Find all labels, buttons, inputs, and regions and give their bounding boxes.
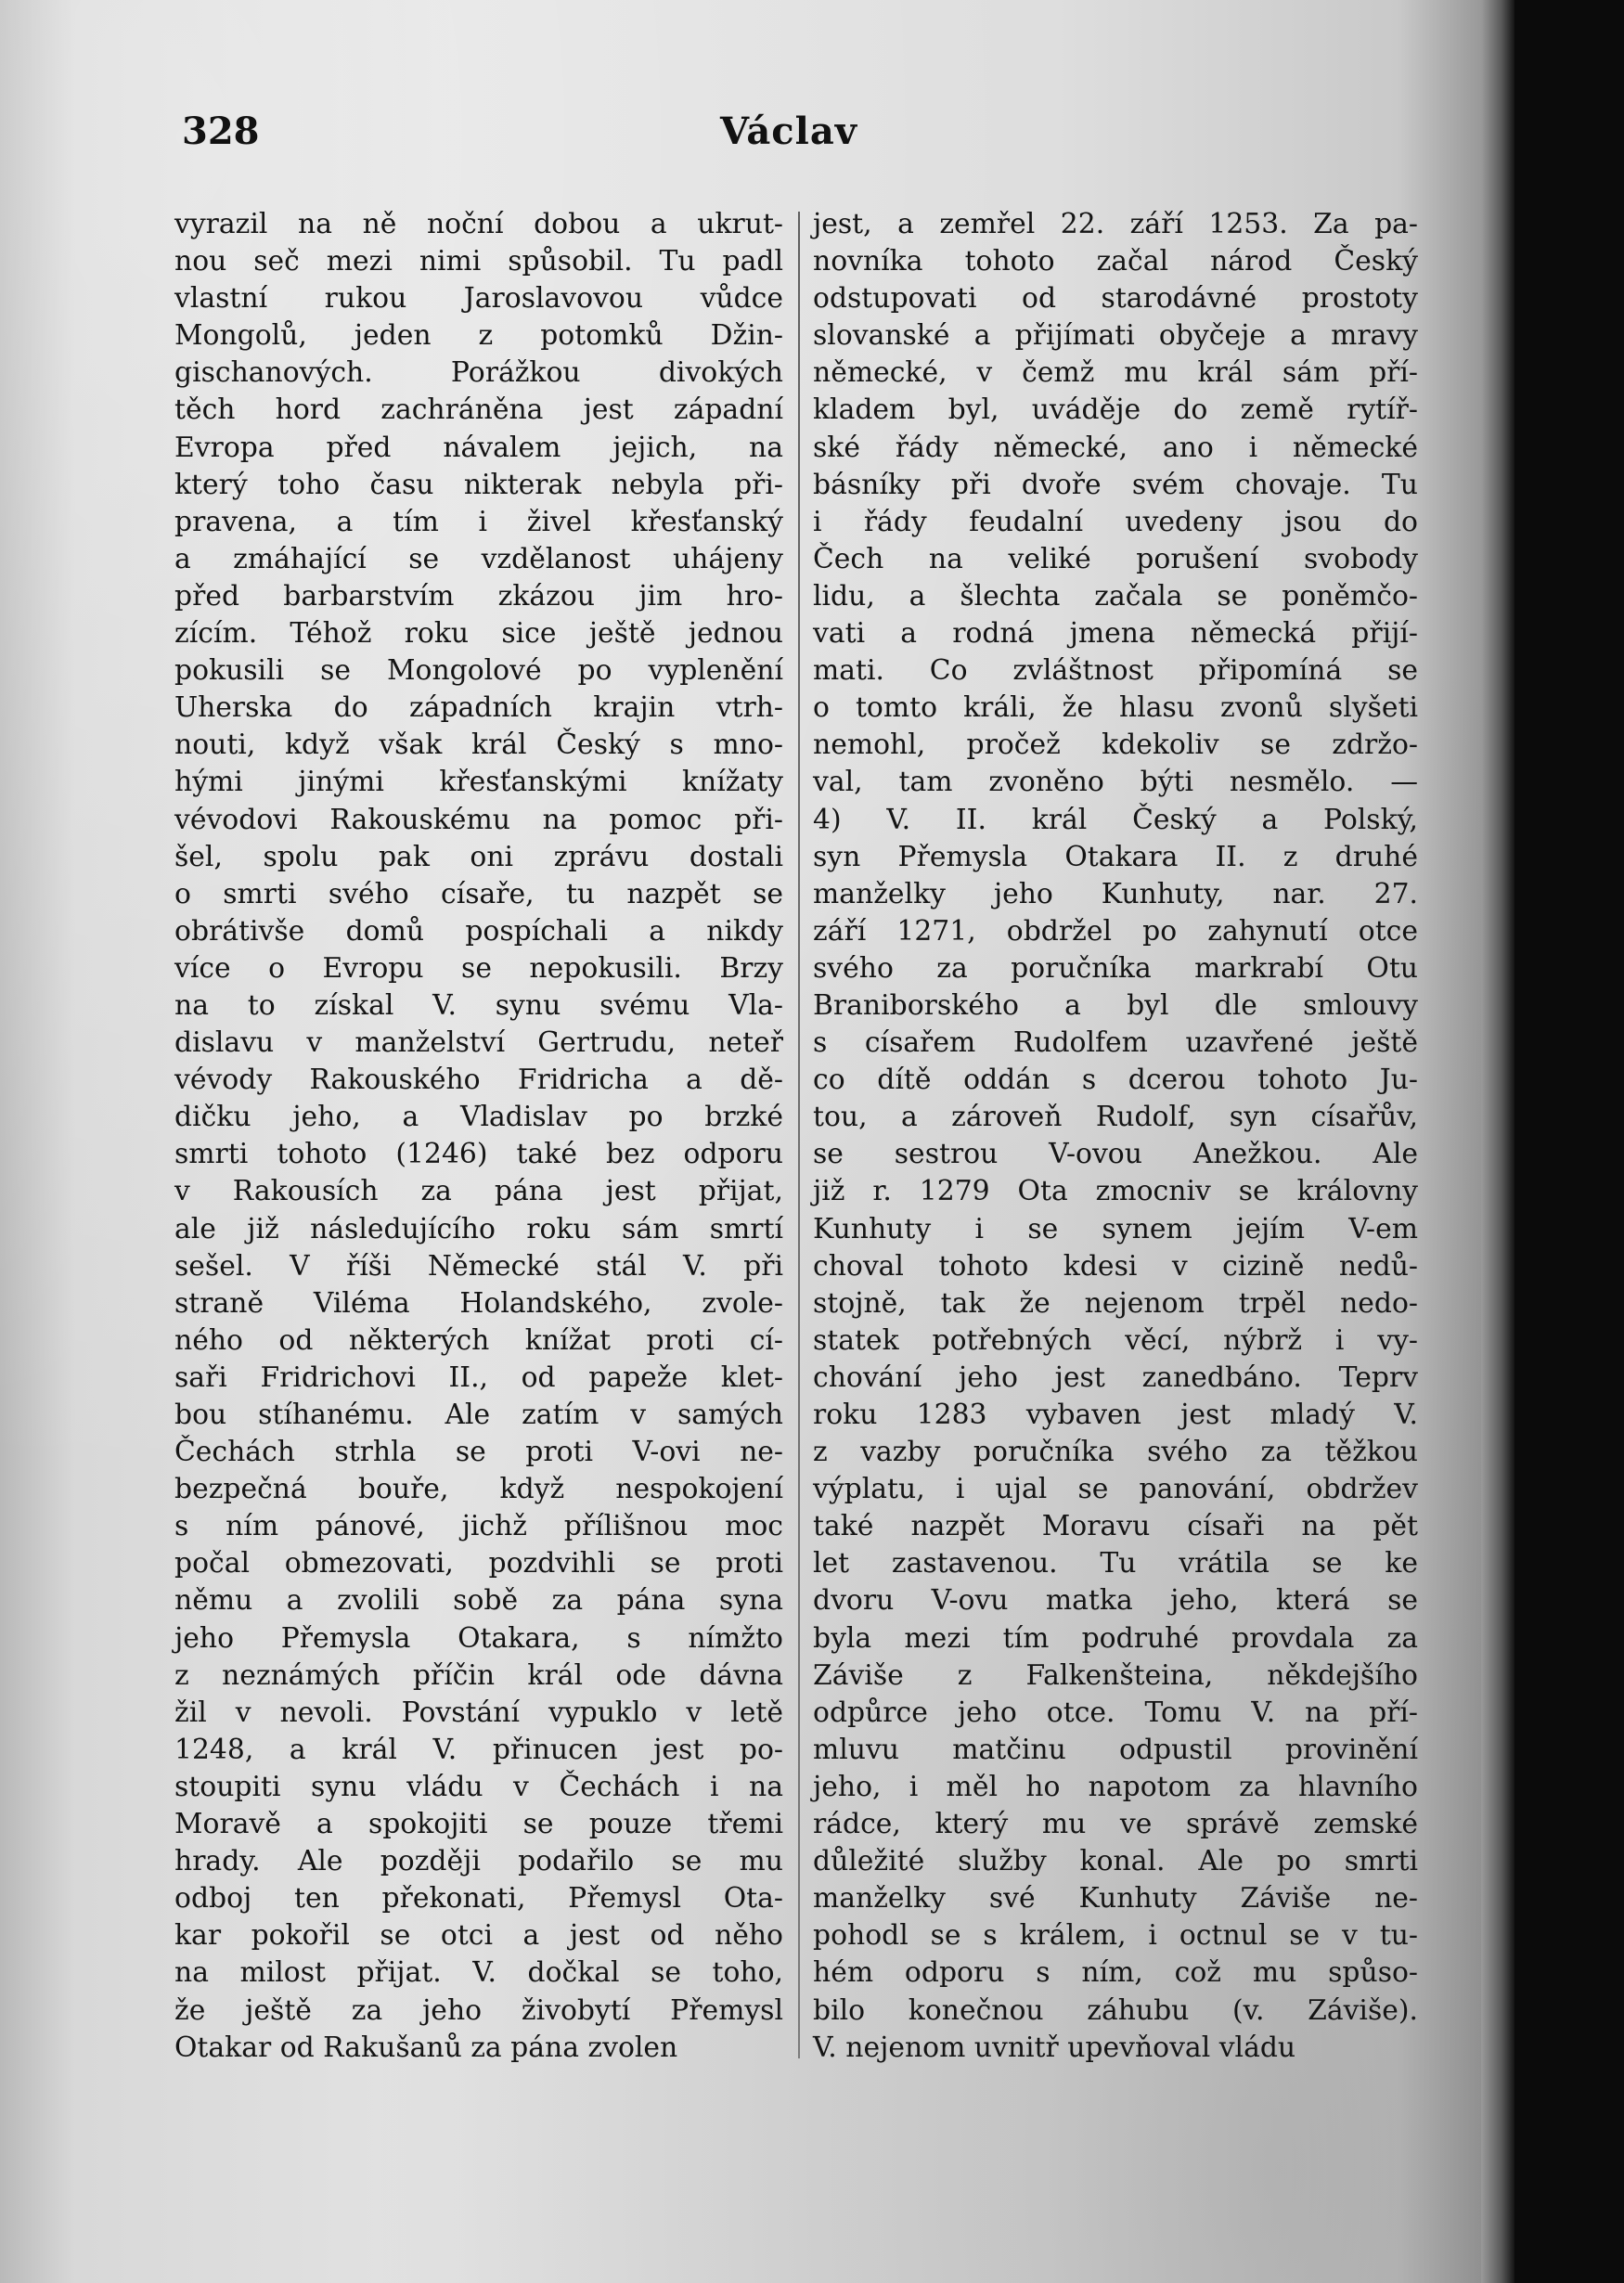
text-line: slovanské a přijímati obyčeje a mravy (813, 319, 1418, 353)
text-line: hém odporu s ním, což mu spůso- (813, 1956, 1418, 1990)
text-line: Uherska do západních krajin vtrh- (174, 691, 783, 725)
text-line: odpůrce jeho otce. Tomu V. na pří- (813, 1696, 1418, 1729)
text-line: manželky své Kunhuty Záviše ne- (813, 1882, 1418, 1915)
text-line: již r. 1279 Ota zmocniv se královny (813, 1175, 1418, 1208)
text-column-left (174, 206, 783, 2067)
text-line: hými jinými křesťanskými knížaty (174, 766, 783, 799)
text-line: pravena, a tím i živel křesťanský (174, 505, 783, 538)
text-line: nemohl, pročež kdekoliv se zdržo- (813, 729, 1418, 762)
text-line: odboj ten překonati, Přemysl Ota- (174, 1882, 783, 1915)
text-line: nouti, když však král Český s mno- (174, 729, 783, 762)
text-line: o tomto králi, že hlasu zvonů slyšeti (813, 691, 1418, 725)
running-head: Václav (720, 110, 857, 153)
text-line: důležité služby konal. Ale po smrti (813, 1845, 1418, 1878)
text-line: pokusili se Mongolové po vyplenění (174, 654, 783, 688)
text-line: více o Evropu se nepokusili. Brzy (174, 951, 783, 985)
text-line: let zastavenou. Tu vrátila se ke (813, 1547, 1418, 1580)
text-line: lidu, a šlechta začala se poněmčo- (813, 579, 1418, 613)
text-line: se sestrou V-ovou Anežkou. Ale (813, 1138, 1418, 1171)
text-line: val, tam zvoněno býti nesmělo. — (813, 766, 1418, 799)
text-line: z neznámých příčin král ode dávna (174, 1658, 783, 1692)
text-line: ské řády německé, ano i německé (813, 431, 1418, 464)
text-line: německé, v čemž mu král sám pří- (813, 356, 1418, 390)
text-line: gischanových. Porážkou divokých (174, 356, 783, 390)
text-line: a zmáhající se vzdělanost uhájeny (174, 542, 783, 575)
text-line: Kunhuty i se synem jejím V-em (813, 1212, 1418, 1245)
text-line: žil v nevoli. Povstání vypuklo v letě (174, 1696, 783, 1729)
text-line: roku 1283 vybaven jest mladý V. (813, 1399, 1418, 1431)
text-line: bilo konečnou záhubu (v. Záviše). (813, 1993, 1418, 2027)
text-line: Braniborského a byl dle smlouvy (813, 988, 1418, 1022)
text-line: září 1271, obdržel po zahynutí otce (813, 914, 1418, 948)
text-line: před barbarstvím zkázou jim hro- (174, 579, 783, 613)
text-line: svého za poručníka markrabí Otu (813, 951, 1418, 985)
page-edge-shadow (1481, 0, 1514, 2283)
text-line: vévodovi Rakouskému na pomoc při- (174, 803, 783, 836)
text-line: který toho času nikterak nebyla při- (174, 468, 783, 501)
text-line: pohodl se s králem, i octnul se v tu- (813, 1919, 1418, 1953)
text-line: že ještě za jeho živobytí Přemysl (174, 1993, 783, 2027)
text-line: vévody Rakouského Fridricha a dě- (174, 1064, 783, 1097)
text-line: straně Viléma Holandského, zvole- (174, 1286, 783, 1320)
text-line: kar pokořil se otci a jest od něho (174, 1919, 783, 1953)
text-line: syn Přemysla Otakara II. z druhé (813, 840, 1418, 873)
text-line: jeho Přemysla Otakara, s nímžto (174, 1621, 783, 1655)
text-line: jeho, i měl ho napotom za hlavního (813, 1770, 1418, 1803)
text-line: stojně, tak že nejenom trpěl nedo- (813, 1286, 1418, 1320)
text-line: s ním pánové, jichž přílišnou moc (174, 1510, 783, 1543)
text-line: mati. Co zvláštnost připomíná se (813, 654, 1418, 688)
text-line: dvoru V-ovu matka jeho, která se (813, 1584, 1418, 1618)
text-line: z vazby poručníka svého za těžkou (813, 1436, 1418, 1469)
text-line: tou, a zároveň Rudolf, syn císařův, (813, 1101, 1418, 1134)
text-line: také nazpět Moravu císaři na pět (813, 1510, 1418, 1543)
text-line: zícím. Téhož roku sice ještě jednou (174, 617, 783, 651)
text-line: byla mezi tím podruhé provdala za (813, 1621, 1418, 1655)
text-line: chování jeho jest zanedbáno. Teprv (813, 1361, 1418, 1394)
text-line: hrady. Ale později podařilo se mu (174, 1845, 783, 1878)
text-line: i řády feudalní uvedeny jsou do (813, 505, 1418, 538)
text-line: dislavu v manželství Gertrudu, neteř (174, 1026, 783, 1060)
text-line: bou stíhanému. Ale zatím v samých (174, 1399, 783, 1431)
text-line: statek potřebných věcí, nýbrž i vy- (813, 1323, 1418, 1357)
text-line: Záviše z Falkenšteina, někdejšího (813, 1658, 1418, 1692)
text-line: 1248, a král V. přinucen jest po- (174, 1733, 783, 1766)
text-line: V. nejenom uvnitř upevňoval vládu (813, 2031, 1296, 2064)
text-line: sešel. V říši Německé stál V. při (174, 1249, 783, 1283)
text-line: Mongolů, jeden z potomků Džin- (174, 319, 783, 353)
text-line: odstupovati od starodávné prostoty (813, 282, 1418, 316)
text-line: obrátivše domů pospíchali a nikdy (174, 914, 783, 948)
text-line: těch hord zachráněna jest západní (174, 393, 783, 427)
text-line: vyrazil na ně noční dobou a ukrut- (174, 208, 783, 240)
text-line: novníka tohoto začal národ Český (813, 245, 1418, 278)
text-line: Moravě a spokojiti se pouze třemi (174, 1808, 783, 1841)
page-number: 328 (182, 110, 260, 153)
text-line: saři Fridrichovi II., od papeže klet- (174, 1361, 783, 1394)
text-line: na milost přijat. V. dočkal se toho, (174, 1956, 783, 1990)
text-line: smrti tohoto (1246) také bez odporu (174, 1138, 783, 1171)
text-line: mluvu matčinu odpustil provinění (813, 1733, 1418, 1766)
text-line: Čech na veliké porušení svobody (813, 542, 1418, 575)
text-line: šel, spolu pak oni zprávu dostali (174, 840, 783, 873)
text-line: o smrti svého císaře, tu nazpět se (174, 877, 783, 910)
text-line: ale již následujícího roku sám smrtí (174, 1212, 783, 1245)
text-line: Evropa před návalem jejich, na (174, 431, 783, 464)
text-line: vati a rodná jmena německá přijí- (813, 617, 1418, 651)
text-line: manželky jeho Kunhuty, nar. 27. (813, 877, 1418, 910)
text-line: počal obmezovati, pozdvihli se proti (174, 1547, 783, 1580)
text-line: choval tohoto kdesi v cizině nedů- (813, 1249, 1418, 1283)
text-line: vlastní rukou Jaroslavovou vůdce (174, 282, 783, 316)
text-line: výplatu, i ujal se panování, obdržev (813, 1473, 1418, 1506)
text-line: bezpečná bouře, když nespokojení (174, 1473, 783, 1506)
text-line: dičku jeho, a Vladislav po brzké (174, 1101, 783, 1134)
text-line: němu a zvolili sobě za pána syna (174, 1584, 783, 1618)
text-line: kladem byl, uváděje do země rytíř- (813, 393, 1418, 427)
text-column-right (813, 206, 1418, 2067)
text-line: nou seč mezi nimi spůsobil. Tu padl (174, 245, 783, 278)
text-line: v Rakousích za pána jest přijat, (174, 1175, 783, 1208)
text-line: básníky při dvoře svém chovaje. Tu (813, 468, 1418, 501)
text-line: na to získal V. synu svému Vla- (174, 988, 783, 1022)
text-line: co dítě oddán s dcerou tohoto Ju- (813, 1064, 1418, 1097)
text-line: Otakar od Rakušanů za pána zvolen (174, 2031, 678, 2064)
text-line: rádce, který mu ve správě zemské (813, 1808, 1418, 1841)
text-line: jest, a zemřel 22. září 1253. Za pa- (813, 208, 1418, 240)
text-line: Čechách strhla se proti V-ovi ne- (174, 1436, 783, 1469)
text-line: s císařem Rudolfem uzavřené ještě (813, 1026, 1418, 1060)
text-line: 4) V. II. král Český a Polský, (813, 803, 1418, 836)
text-line: stoupiti synu vládu v Čechách i na (174, 1770, 783, 1803)
column-divider (798, 212, 800, 2058)
text-line: ného od některých knížat proti cí- (174, 1323, 783, 1357)
